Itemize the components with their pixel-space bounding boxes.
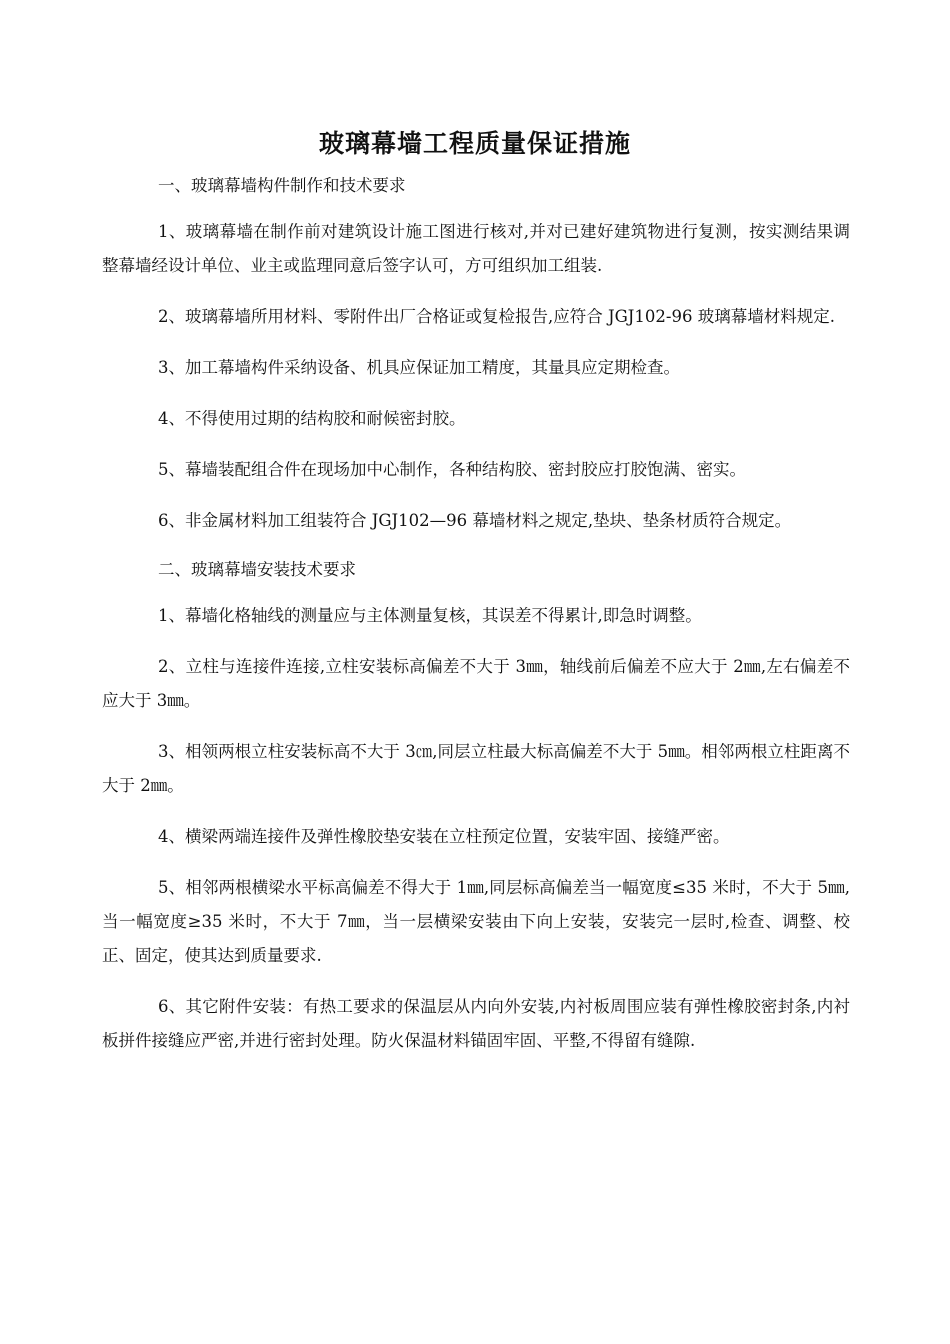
document-body <box>102 171 850 1075</box>
section-heading-1: 一、玻璃幕墙构件制作和技术要求 <box>158 176 406 195</box>
paragraph: 3、相领两根立柱安装标高不大于 3㎝,同层立柱最大标高偏差不大于 5㎜。相邻两根立柱距离不大于 2㎜。 <box>102 742 850 795</box>
paragraph: 4、横梁两端连接件及弹性橡胶垫安装在立柱预定位置，安装牢固、接缝严密。 <box>158 827 730 846</box>
document-title: 玻璃幕墙工程质量保证措施 <box>318 129 631 158</box>
section-heading-2: 二、玻璃幕墙安装技术要求 <box>158 560 356 579</box>
paragraph: 1、玻璃幕墙在制作前对建筑设计施工图进行核对,并对已建好建筑物进行复测，按实测结果调整幕墙经设计单位、业主或监理同意后签字认可，方可组织加工组装. <box>102 222 850 275</box>
paragraph: 5、幕墙装配组合件在现场加中心制作，各种结构胶、密封胶应打胶饱满、密实。 <box>158 460 746 479</box>
paragraph: 1、幕墙化格轴线的测量应与主体测量复核，其误差不得累计,即急时调整。 <box>158 606 702 625</box>
paragraph: 2、玻璃幕墙所用材料、零附件出厂合格证或复检报告,应符合 JGJ102-96 玻璃幕墙材料规定. <box>158 307 835 326</box>
paragraph: 3、加工幕墙构件采纳设备、机具应保证加工精度，其量具应定期检查。 <box>158 358 680 377</box>
paragraph: 5、相邻两根横梁水平标高偏差不得大于 1㎜,同层标高偏差当一幅宽度≤35 米时，不大于 5㎜,当一幅宽度≥35 米时，不大于 7㎜，当一层横梁安装由下向上安装，安装完一层时,检查、调整、校正、固定，使其达到质量要求. <box>102 878 850 965</box>
paragraph: 2、立柱与连接件连接,立柱安装标高偏差不大于 3㎜，轴线前后偏差不应大于 2㎜,左右偏差不应大于 3㎜。 <box>102 657 850 710</box>
paragraph: 6、非金属材料加工组装符合 JGJ102—96 幕墙材料之规定,垫块、垫条材质符合规定。 <box>158 511 792 530</box>
paragraph: 6、其它附件安装：有热工要求的保温层从内向外安装,内衬板周围应装有弹性橡胶密封条,内衬板拼件接缝应严密,并进行密封处理。防火保温材料锚固牢固、平整,不得留有缝隙. <box>102 997 850 1050</box>
paragraph: 4、不得使用过期的结构胶和耐候密封胶。 <box>158 409 466 428</box>
